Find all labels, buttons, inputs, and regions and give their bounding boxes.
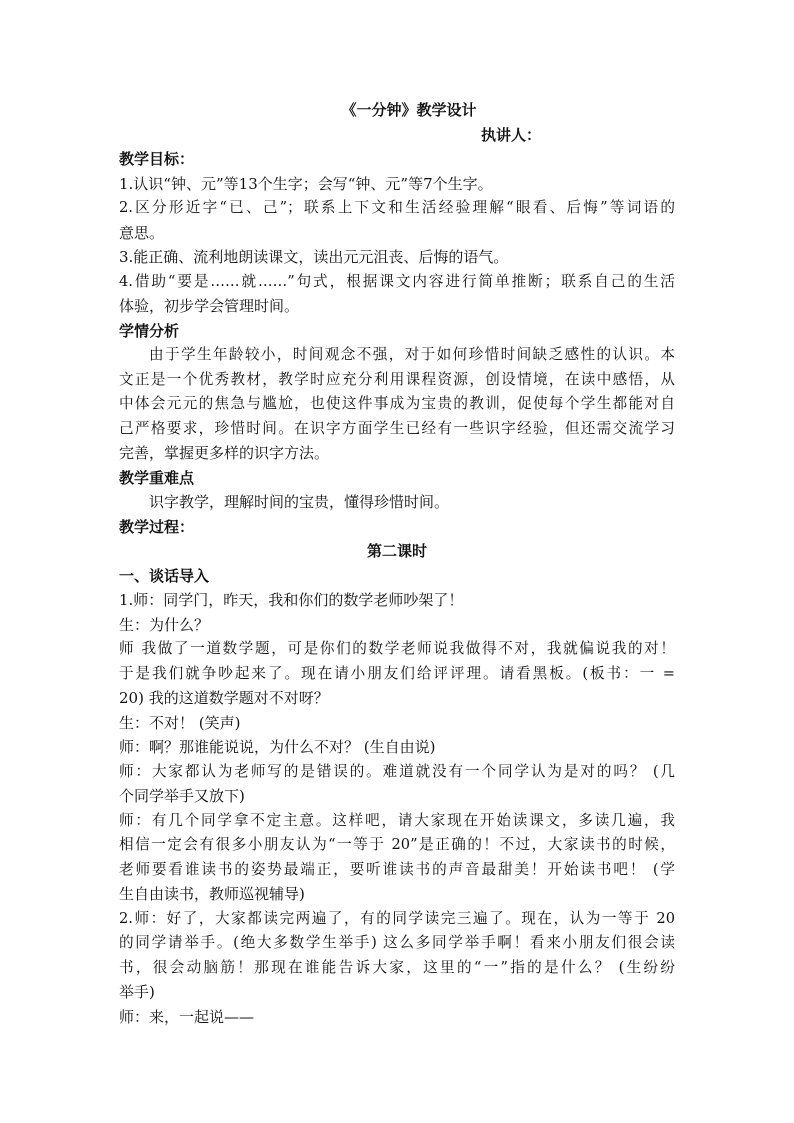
analysis-line: 完善，掌握更多样的识字方法。 [119,444,330,462]
dialogue-line: 20) 我的这道数学题对不对呀？ [119,689,329,707]
goal-line: 2.区分形近字“已、己”；联系上下文和生活经验理解“眼看、后悔”等词语的 [119,199,675,216]
goal-line: 3.能正确、流利地朗读课文，读出元元沮丧、后悔的语气。 [119,248,509,266]
dialogue-line: 书，很会动脑筋！那现在谁能告诉大家，这里的“一”指的是什么？ (生纷纷 [119,958,675,976]
dialogue-line: 于是我们就争吵起来了。现在请小朋友们给评评理。请看黑板。(板书：一 = [119,664,675,682]
dialogue-line: 生：不对！ (笑声) [119,713,241,732]
dialogue-line: 1.师：同学门，昨天，我和你们的数学老师吵架了！ [119,591,464,609]
dialogue-line: 师：来，一起说—— [119,1007,255,1026]
goal-line: 意思。 [119,223,165,242]
document-title: 《一分钟》教学设计 [341,101,477,119]
dialogue-line: 师 我做了一道数学题，可是你们的数学老师说我做得不对，我就偏说我的对！ [119,640,675,657]
presenter-label: 执讲人： [481,125,542,144]
analysis-line: 己严格要求，珍惜时间。在识字方面学生已经有一些识字经验，但还需交流学习 [119,419,675,437]
goal-line: 1.认识“钟、元”等13个生字；会写“钟、元”等7个生字。 [119,174,493,193]
document-body [119,98,675,1029]
goal-line: 4.借助“要是……就……”句式，根据课文内容进行简单推断；联系自己的生活 [119,272,675,290]
dialogue-line: 举手) [119,983,155,1001]
dialogue-line: 师：有几个同学拿不定主意。这样吧，请大家现在开始读课文，多读几遍，我 [119,811,675,829]
analysis-line: 文正是一个优秀教材，教学时应充分利用课程资源，创设情境，在读中感悟，从 [119,370,675,388]
dialogue-line: 生：为什么？ [119,615,210,634]
lesson-title: 第二课时 [366,542,427,560]
goals-heading: 教学目标： [119,150,195,168]
analysis-line: 中体会元元的焦急与尴尬，也使这件事成为宝贵的教训，促使每个学生都能对自 [119,395,675,412]
process-heading: 教学过程： [119,517,195,536]
keypoints-text: 识字教学，理解时间的宝贵，懂得珍惜时间。 [149,493,450,511]
goal-line: 体验，初步学会管理时间。 [119,297,300,315]
dialogue-line: 师：啊？那谁能说说，为什么不对？ (生自由说) [119,738,436,756]
dialogue-line: 老师要看谁读书的姿势最端正，要听谁读书的声音最甜美！开始读书吧！ (学 [119,860,675,878]
keypoints-heading: 教学重难点 [119,468,195,487]
dialogue-line: 生自由读书，教师巡视辅导) [119,885,305,903]
analysis-line: 由于学生年龄较小，时间观念不强，对于如何珍惜时间缺乏感性的认识。本 [149,346,675,363]
dialogue-line: 2.师：好了，大家都读完两遍了，有的同学读完三遍了。现在，认为一等于 20 [119,909,675,927]
dialogue-line: 的同学请举手。(绝大多数学生举手) 这么多同学举手啊！看来小朋友们很会读 [119,934,675,951]
analysis-heading: 学情分析 [119,321,180,340]
section-heading: 一、谈话导入 [119,566,210,585]
dialogue-line: 相信一定会有很多小朋友认为“一等于 20”是正确的！不过，大家读书的时候， [119,836,675,853]
dialogue-line: 个同学举手又放下) [119,787,245,805]
dialogue-line: 师：大家都认为老师写的是错误的。难道就没有一个同学认为是对的吗？ (几 [119,762,675,780]
